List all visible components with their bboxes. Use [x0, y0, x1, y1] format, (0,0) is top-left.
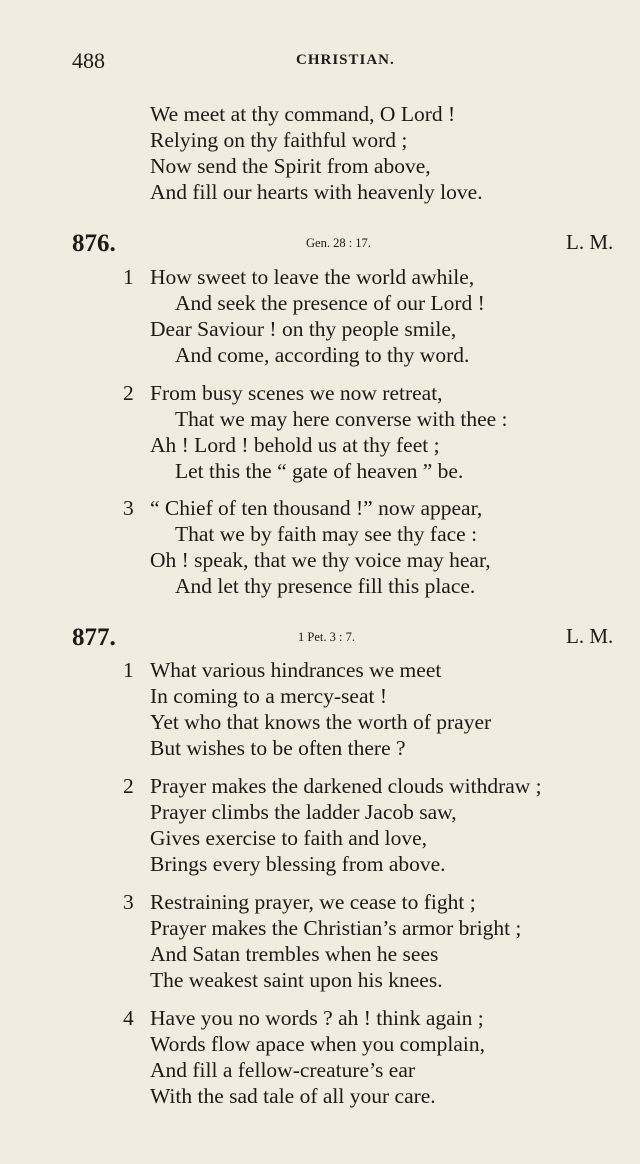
- verse-line: That we by faith may see thy face :: [175, 522, 478, 546]
- verse-line: Prayer makes the Christian’s armor bright ;: [150, 916, 522, 940]
- verse-line: Let this the “ gate of heaven ” be.: [175, 459, 464, 483]
- stanza-number: 3: [123, 890, 134, 914]
- stanza-number: 4: [123, 1006, 134, 1030]
- verse-line: And fill a fellow-creature’s ear: [150, 1058, 416, 1082]
- verse-line: Gives exercise to faith and love,: [150, 826, 428, 850]
- meter: L. M.: [566, 230, 614, 254]
- verse-line: Ah ! Lord ! behold us at thy feet ;: [150, 433, 440, 457]
- verse-line: With the sad tale of all your care.: [150, 1084, 436, 1108]
- meter: L. M.: [566, 624, 614, 648]
- verse-line: Brings every blessing from above.: [150, 852, 446, 876]
- verse-line: Prayer climbs the ladder Jacob saw,: [150, 800, 457, 824]
- stanza-number: 2: [123, 774, 134, 798]
- verse-line: Have you no words ? ah ! think again ;: [150, 1006, 484, 1030]
- verse-line: Words flow apace when you complain,: [150, 1032, 486, 1056]
- verse-line: Prayer makes the darkened clouds withdraw ;: [150, 774, 542, 798]
- verse-line: And seek the presence of our Lord !: [175, 291, 485, 315]
- verse-line: Yet who that knows the worth of prayer: [150, 710, 492, 734]
- verse-line: Dear Saviour ! on thy people smile,: [150, 317, 457, 341]
- hymn-number: 877.: [72, 624, 116, 651]
- verse-line: That we may here converse with thee :: [175, 407, 508, 431]
- stanza-number: 1: [123, 265, 134, 289]
- stanza-number: 1: [123, 658, 134, 682]
- verse-line: What various hindrances we meet: [150, 658, 442, 682]
- verse-line: The weakest saint upon his knees.: [150, 968, 443, 992]
- verse-line: And fill our hearts with heavenly love.: [150, 180, 483, 204]
- page-header: [0, 48, 640, 78]
- hymn-heading: [0, 230, 640, 260]
- stanza-number: 2: [123, 381, 134, 405]
- verse-line: But wishes to be often there ?: [150, 736, 406, 760]
- verse-line: And Satan trembles when he sees: [150, 942, 439, 966]
- running-title: CHRISTIAN.: [296, 52, 395, 68]
- verse-line: How sweet to leave the world awhile,: [150, 265, 475, 289]
- verse-line: Relying on thy faithful word ;: [150, 128, 408, 152]
- stanza-number: 3: [123, 496, 134, 520]
- verse-line: Restraining prayer, we cease to fight ;: [150, 890, 476, 914]
- verse-line: “ Chief of ten thousand !” now appear,: [150, 496, 483, 520]
- verse-line: Oh ! speak, that we thy voice may hear,: [150, 548, 491, 572]
- verse-line: In coming to a mercy-seat !: [150, 684, 388, 708]
- scripture-reference: Gen. 28 : 17.: [306, 236, 371, 250]
- verse-line: We meet at thy command, O Lord !: [150, 102, 456, 126]
- page-number: 488: [72, 48, 105, 73]
- verse-line: Now send the Spirit from above,: [150, 154, 431, 178]
- verse-line: And let thy presence fill this place.: [175, 574, 476, 598]
- scripture-reference: 1 Pet. 3 : 7.: [298, 630, 355, 644]
- hymn-number: 876.: [72, 230, 116, 257]
- verse-line: And come, according to thy word.: [175, 343, 470, 367]
- verse-line: From busy scenes we now retreat,: [150, 381, 443, 405]
- hymn-heading: [0, 624, 640, 654]
